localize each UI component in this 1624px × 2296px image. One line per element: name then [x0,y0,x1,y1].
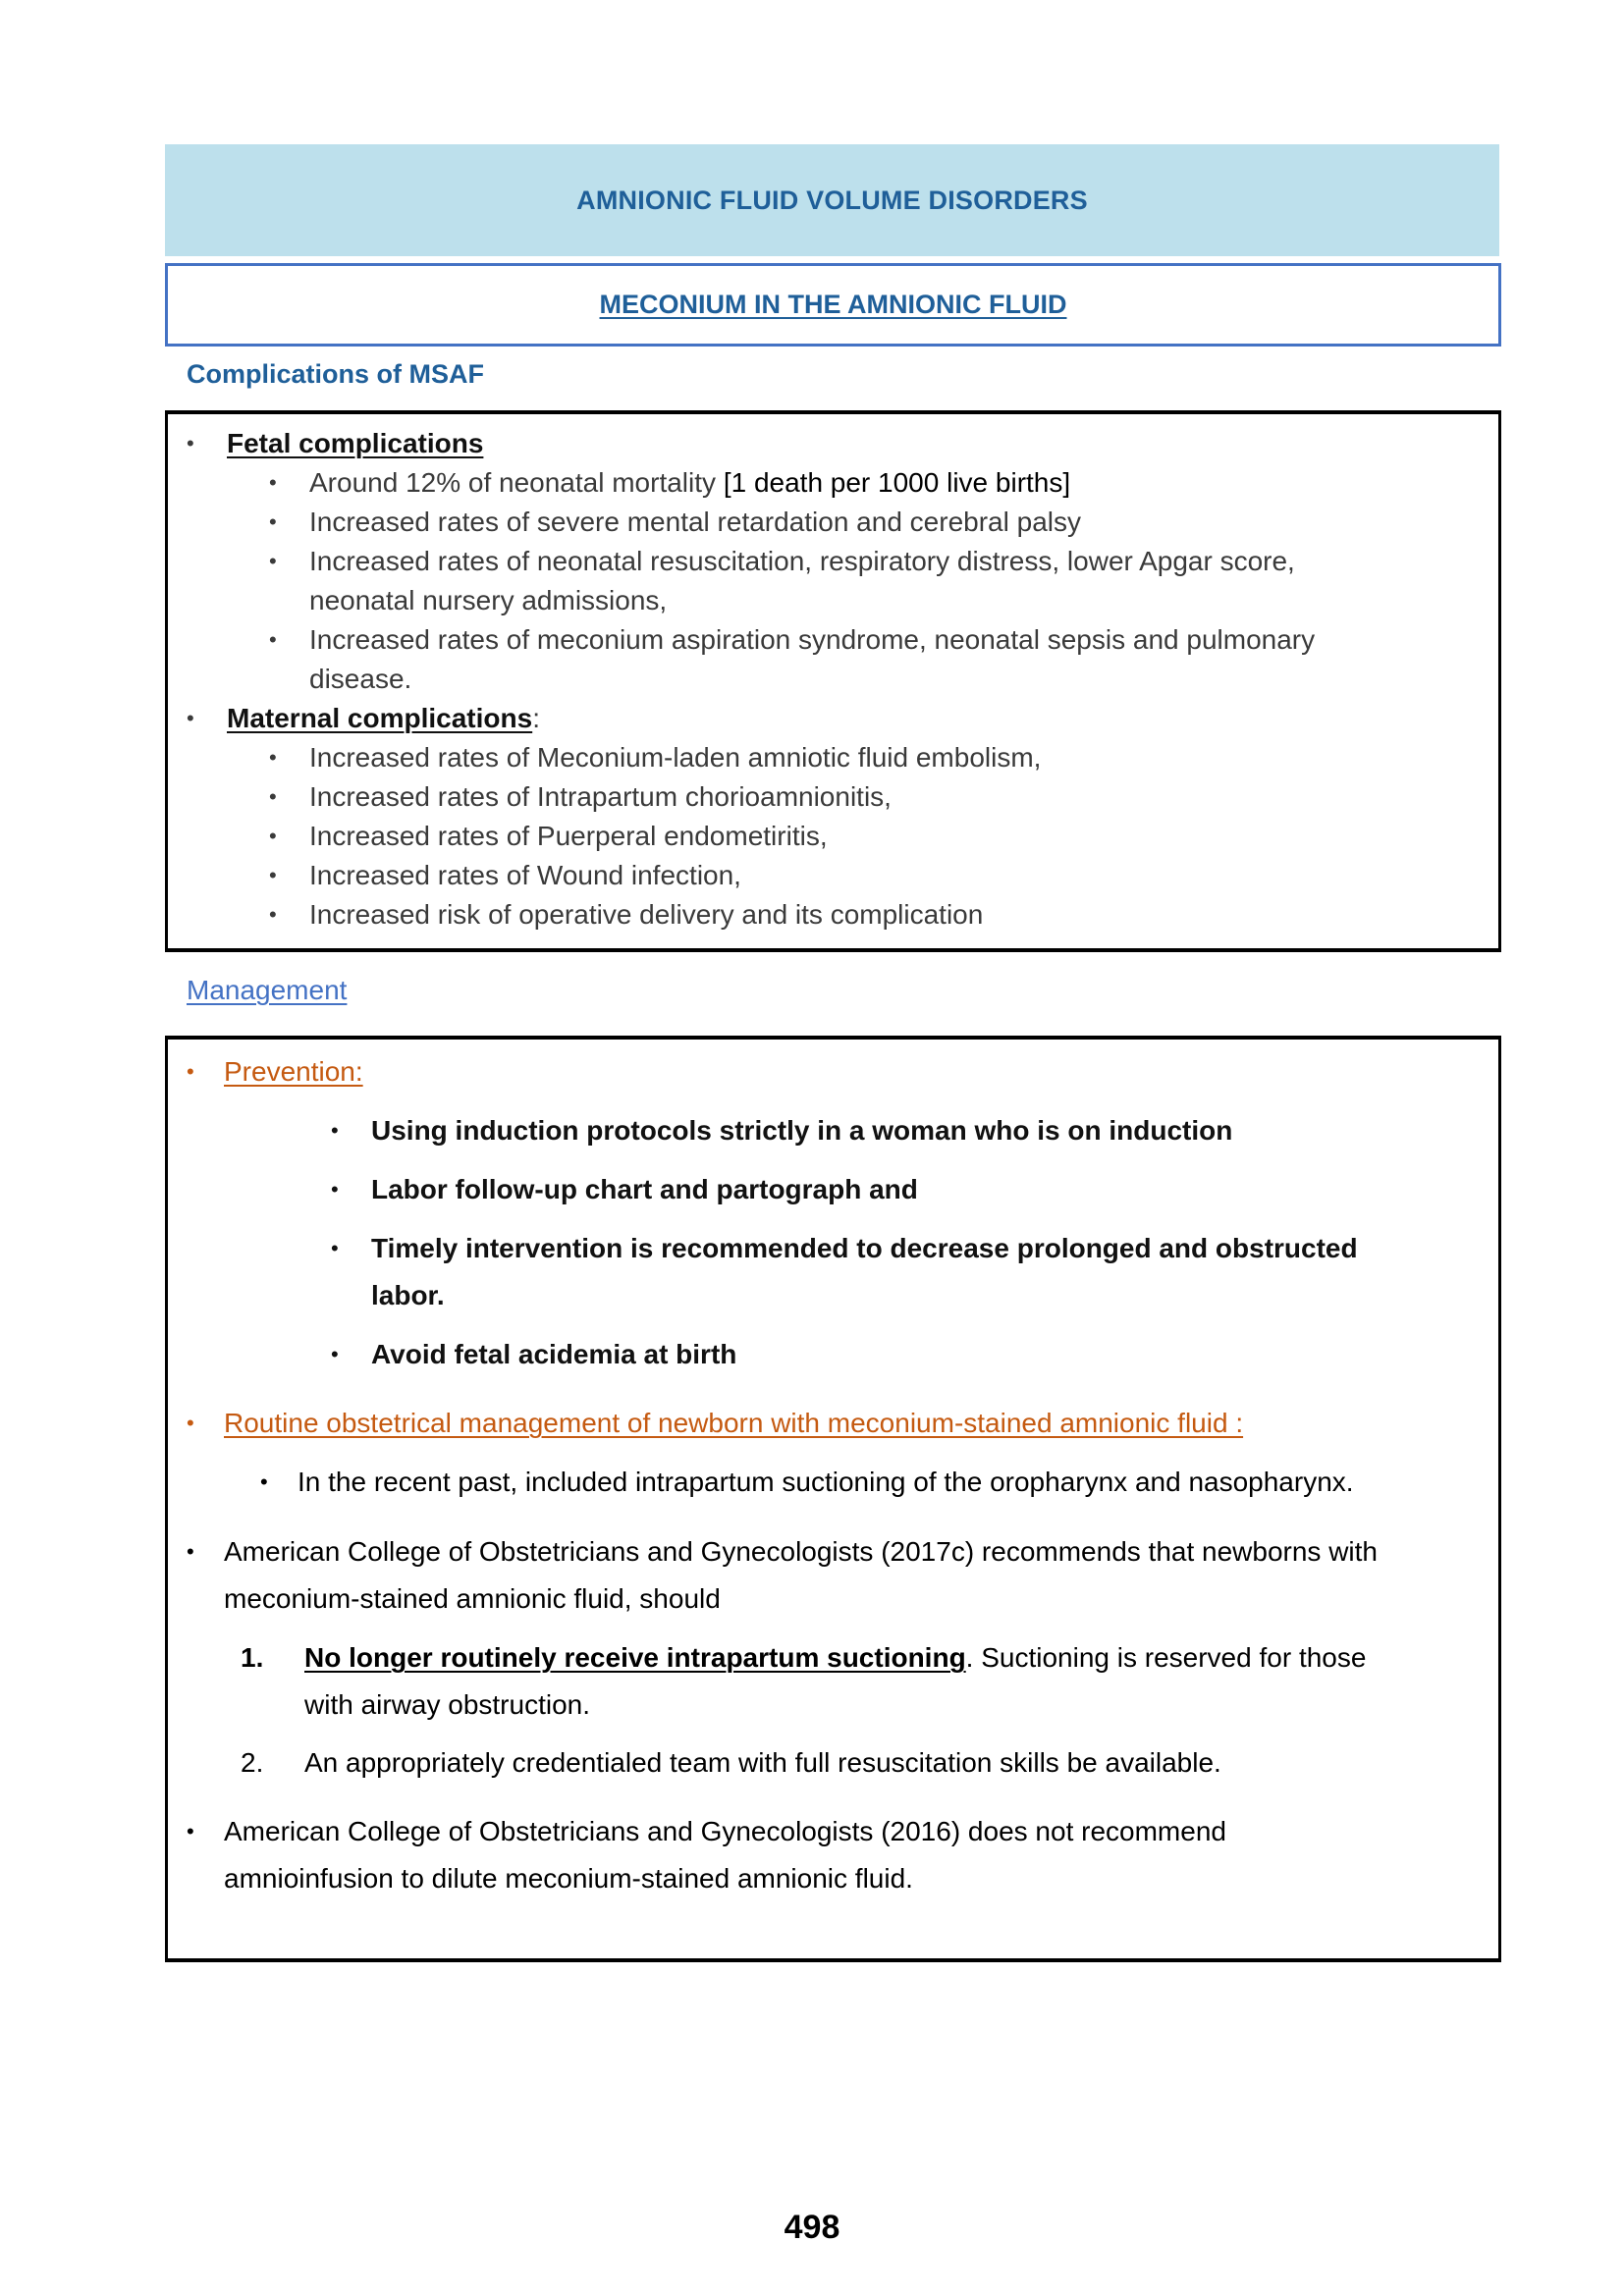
acog-2017-line2: meconium-stained amnionic fluid, should [224,1583,721,1614]
numbered-item-2: An appropriately credentialed team with full resuscitation skills be available. [304,1747,1221,1778]
fetal-item-continuation: disease. [309,664,412,694]
fetal-item [309,463,1070,503]
numbered-item-1-text: . Suctioning is reserved for those [965,1642,1367,1673]
bullet-icon: • [331,1236,339,1260]
bullet-icon: • [331,1177,339,1201]
numbered-item-1-emphasis: No longer routinely receive intrapartum suctioning [304,1642,966,1673]
fetal-item: Increased rates of neonatal resuscitation, respiratory distress, lower Apgar score, [309,546,1295,576]
routine-management-label: Routine obstetrical management of newborn with meconium-stained amnionic fluid : [224,1408,1244,1438]
bullet-icon: • [187,1539,194,1564]
chapter-title: AMNIONIC FLUID VOLUME DISORDERS [576,185,1088,215]
numbered-item-marker: 2. [241,1747,264,1778]
bullet-icon: • [269,902,277,927]
bullet-icon: • [187,1059,194,1084]
prevention-item: Timely intervention is recommended to decrease prolonged and obstructed [371,1233,1358,1263]
bullet-icon: • [269,549,277,573]
bullet-icon: • [187,706,194,730]
fetal-complications-label: Fetal complications [227,428,484,458]
bullet-icon: • [269,824,277,848]
section-title: MECONIUM IN THE AMNIONIC FLUID [599,290,1067,319]
bullet-icon: • [187,1411,194,1435]
maternal-item: Increased rates of Intrapartum chorioamnionitis, [309,781,892,812]
bullet-icon: • [187,431,194,455]
numbered-item-marker: 1. [241,1642,264,1673]
bullet-icon: • [269,745,277,770]
page-number: 498 [784,2209,840,2246]
fetal-item-text: Around 12% of neonatal mortality [309,467,724,498]
numbered-item-1 [304,1634,1366,1682]
prevention-item: Labor follow-up chart and partograph and [371,1174,918,1204]
bullet-icon: • [269,470,277,495]
acog-2016-line1: American College of Obstetricians and Gynecologists (2016) does not recommend [224,1816,1226,1846]
bullet-icon: • [260,1469,268,1494]
maternal-item: Increased risk of operative delivery and its complication [309,899,984,930]
bullet-icon: • [331,1342,339,1366]
prevention-item: Avoid fetal acidemia at birth [371,1339,737,1369]
acog-2017-line1: American College of Obstetricians and Gynecologists (2017c) recommends that newborns with [224,1536,1379,1567]
maternal-suffix: : [532,703,540,733]
bullet-icon: • [269,784,277,809]
maternal-complications-label: Maternal complications [227,703,533,733]
bullet-icon: • [269,863,277,887]
fetal-item: Increased rates of severe mental retardation and cerebral palsy [309,507,1081,537]
prevention-item-continuation: labor. [371,1280,445,1310]
routine-item: In the recent past, included intrapartum suctioning of the oropharynx and nasopharynx. [298,1467,1354,1497]
prevention-label: Prevention: [224,1056,363,1087]
management-heading: Management [187,975,348,1005]
numbered-item-1-continuation: with airway obstruction. [304,1689,591,1720]
maternal-item: Increased rates of Wound infection, [309,860,741,890]
bullet-icon: • [269,509,277,534]
bullet-icon: • [331,1118,339,1143]
maternal-complications-heading [227,699,540,738]
chapter-header-band [165,144,1499,256]
fetal-item-continuation: neonatal nursery admissions, [309,585,668,615]
complications-heading: Complications of MSAF [187,359,484,389]
maternal-item: Increased rates of Puerperal endometiritis, [309,821,828,851]
bullet-icon: • [269,627,277,652]
maternal-item: Increased rates of Meconium-laden amniotic fluid embolism, [309,742,1042,773]
fetal-item: Increased rates of meconium aspiration syndrome, neonatal sepsis and pulmonary [309,624,1316,655]
bullet-icon: • [187,1819,194,1843]
prevention-item: Using induction protocols strictly in a woman who is on induction [371,1115,1233,1146]
fetal-item-emphasis: [1 death per 1000 live births] [723,467,1071,498]
section-title-box [165,263,1501,347]
acog-2016-line2: amnioinfusion to dilute meconium-stained amnionic fluid. [224,1863,913,1894]
